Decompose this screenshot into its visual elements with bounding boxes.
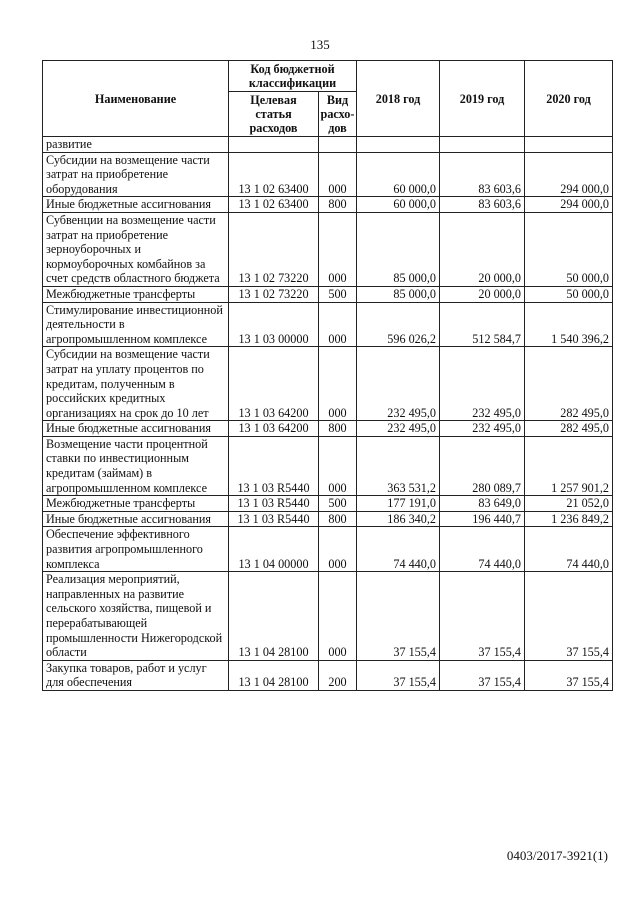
value-2019: 37 155,4 <box>440 572 525 661</box>
row-name: Иные бюджетные ассигнования <box>43 511 229 527</box>
value-2019 <box>440 137 525 153</box>
target-article-code: 13 1 04 28100 <box>229 660 319 690</box>
table-row <box>43 212 613 286</box>
row-name: Субсидии на возмещение части затрат на приобретение оборудования <box>43 152 229 197</box>
target-article-code: 13 1 03 R5440 <box>229 511 319 527</box>
expense-type-code: 800 <box>319 197 357 213</box>
target-article-code: 13 1 02 63400 <box>229 152 319 197</box>
target-article-code <box>229 137 319 153</box>
table-row <box>43 197 613 213</box>
row-name: Реализация мероприятий, направленных на развитие сельского хозяйства, пищевой и перерабатывающей промышленности Нижегородской области <box>43 572 229 661</box>
row-name: Субвенции на возмещение части затрат на приобретение зерноуборочных и кормоуборочных комбайнов за счет средств областного бюджета <box>43 212 229 286</box>
value-2018: 186 340,2 <box>357 511 440 527</box>
value-2020: 1 257 901,2 <box>525 436 613 495</box>
target-article-code: 13 1 03 64200 <box>229 421 319 437</box>
header-year-2018: 2018 год <box>357 61 440 137</box>
value-2018: 85 000,0 <box>357 286 440 302</box>
table-row <box>43 572 613 661</box>
table-row <box>43 436 613 495</box>
header-target-article: Целевая статья расходов <box>229 92 319 137</box>
value-2019: 232 495,0 <box>440 421 525 437</box>
row-name: Закупка товаров, работ и услуг для обеспечения <box>43 660 229 690</box>
expense-type-code: 000 <box>319 302 357 347</box>
row-name: Возмещение части процентной ставки по инвестиционным кредитам (займам) в агропромышленном комплексе <box>43 436 229 495</box>
value-2018: 37 155,4 <box>357 660 440 690</box>
table-row <box>43 137 613 153</box>
expense-type-code: 000 <box>319 436 357 495</box>
value-2019: 196 440,7 <box>440 511 525 527</box>
expense-type-code: 200 <box>319 660 357 690</box>
header-expense-type: Вид расхо-дов <box>319 92 357 137</box>
value-2018: 232 495,0 <box>357 421 440 437</box>
value-2020: 21 052,0 <box>525 496 613 512</box>
page-number: 135 <box>310 37 330 52</box>
value-2019: 37 155,4 <box>440 660 525 690</box>
table-row <box>43 421 613 437</box>
expense-type-code: 000 <box>319 527 357 572</box>
value-2018: 37 155,4 <box>357 572 440 661</box>
table-body <box>43 137 613 691</box>
value-2018: 363 531,2 <box>357 436 440 495</box>
budget-table <box>42 60 613 691</box>
value-2020: 1 236 849,2 <box>525 511 613 527</box>
target-article-code: 13 1 02 73220 <box>229 286 319 302</box>
target-article-code: 13 1 03 R5440 <box>229 496 319 512</box>
expense-type-code: 000 <box>319 572 357 661</box>
value-2019: 83 649,0 <box>440 496 525 512</box>
value-2020: 294 000,0 <box>525 152 613 197</box>
value-2020: 50 000,0 <box>525 286 613 302</box>
expense-type-code: 000 <box>319 152 357 197</box>
value-2019: 232 495,0 <box>440 347 525 421</box>
target-article-code: 13 1 04 00000 <box>229 527 319 572</box>
value-2019: 512 584,7 <box>440 302 525 347</box>
value-2018: 177 191,0 <box>357 496 440 512</box>
expense-type-code <box>319 137 357 153</box>
row-name: Обеспечение эффективного развития агропромышленного комплекса <box>43 527 229 572</box>
value-2018: 60 000,0 <box>357 152 440 197</box>
value-2020: 50 000,0 <box>525 212 613 286</box>
expense-type-code: 500 <box>319 496 357 512</box>
value-2019: 83 603,6 <box>440 197 525 213</box>
expense-type-code: 800 <box>319 421 357 437</box>
row-name: Межбюджетные трансферты <box>43 286 229 302</box>
row-name: Иные бюджетные ассигнования <box>43 421 229 437</box>
target-article-code: 13 1 03 64200 <box>229 347 319 421</box>
value-2020: 282 495,0 <box>525 421 613 437</box>
value-2020: 294 000,0 <box>525 197 613 213</box>
value-2018: 74 440,0 <box>357 527 440 572</box>
value-2020 <box>525 137 613 153</box>
header-name: Наименование <box>43 61 229 137</box>
table-row <box>43 660 613 690</box>
target-article-code: 13 1 03 00000 <box>229 302 319 347</box>
value-2019: 20 000,0 <box>440 212 525 286</box>
value-2020: 282 495,0 <box>525 347 613 421</box>
header-code-group: Код бюджетной классификации <box>229 61 357 92</box>
target-article-code: 13 1 02 73220 <box>229 212 319 286</box>
value-2018: 60 000,0 <box>357 197 440 213</box>
target-article-code: 13 1 03 R5440 <box>229 436 319 495</box>
value-2019: 280 089,7 <box>440 436 525 495</box>
value-2018: 232 495,0 <box>357 347 440 421</box>
table-row <box>43 496 613 512</box>
value-2018 <box>357 137 440 153</box>
row-name: Межбюджетные трансферты <box>43 496 229 512</box>
table-row <box>43 347 613 421</box>
value-2018: 596 026,2 <box>357 302 440 347</box>
value-2018: 85 000,0 <box>357 212 440 286</box>
target-article-code: 13 1 02 63400 <box>229 197 319 213</box>
header-year-2019: 2019 год <box>440 61 525 137</box>
header-row <box>43 61 613 92</box>
table-row <box>43 302 613 347</box>
table-row <box>43 152 613 197</box>
value-2020: 1 540 396,2 <box>525 302 613 347</box>
expense-type-code: 500 <box>319 286 357 302</box>
expense-type-code: 000 <box>319 212 357 286</box>
table-row <box>43 511 613 527</box>
value-2020: 37 155,4 <box>525 660 613 690</box>
table-row <box>43 527 613 572</box>
value-2019: 83 603,6 <box>440 152 525 197</box>
row-name: Стимулирование инвестиционной деятельности в агропромышленном комплексе <box>43 302 229 347</box>
expense-type-code: 000 <box>319 347 357 421</box>
row-name: развитие <box>43 137 229 153</box>
value-2019: 74 440,0 <box>440 527 525 572</box>
header-year-2020: 2020 год <box>525 61 613 137</box>
document-code: 0403/2017-3921(1) <box>506 848 608 863</box>
row-name: Иные бюджетные ассигнования <box>43 197 229 213</box>
target-article-code: 13 1 04 28100 <box>229 572 319 661</box>
value-2020: 37 155,4 <box>525 572 613 661</box>
value-2020: 74 440,0 <box>525 527 613 572</box>
table-row <box>43 286 613 302</box>
row-name: Субсидии на возмещение части затрат на уплату процентов по кредитам, полученным в российских кредитных организациях на срок до 10 лет <box>43 347 229 421</box>
expense-type-code: 800 <box>319 511 357 527</box>
value-2019: 20 000,0 <box>440 286 525 302</box>
